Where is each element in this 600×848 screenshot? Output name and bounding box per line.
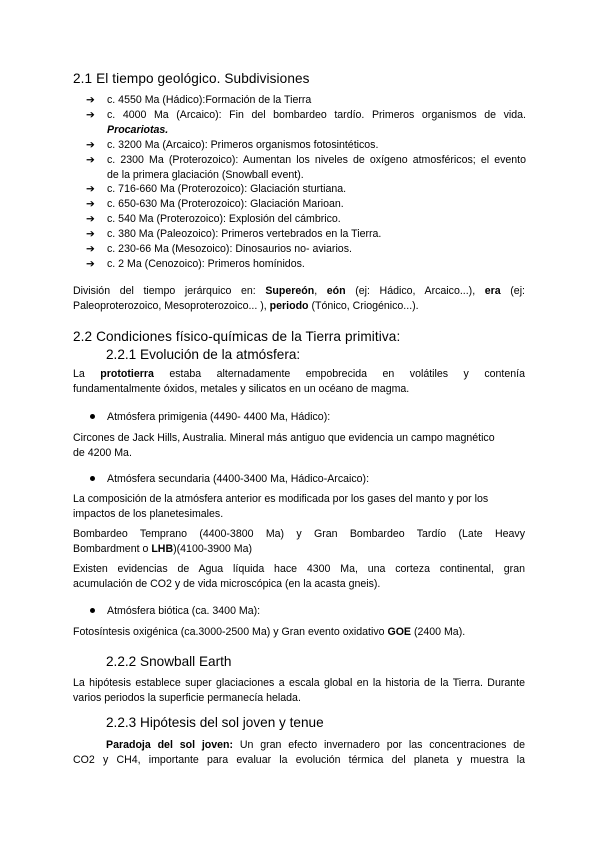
composition-line1: La composición de la atmósfera anterior es modificada por los gases del manto y por los: [73, 493, 489, 505]
zircon-line1: Circones de Jack Hills, Australia. Mineral más antiguo que evidencia un campo magnético: [73, 432, 495, 444]
list-item: ➔ c. 4550 Ma (Hádico):Formación de la Tierra: [86, 94, 312, 106]
faint-sun-line2: CO2 y CH4, importante para evaluar la evolución térmica del planeta y muestra la: [73, 754, 525, 766]
arrow-icon: ➔: [86, 138, 95, 151]
arrow-icon: ➔: [86, 257, 95, 270]
division-paragraph-line2: Paleoproterozoico, Mesoproterozoico... ), periodo (Tónico, Criogénico...).: [73, 300, 419, 312]
timeline-list: [86, 93, 526, 272]
arrow-icon: ➔: [86, 198, 95, 211]
list-item: ➔ c. 4000 Ma (Arcaico): Fin del bombardeo tardío. Primeros organismos de vida.: [86, 108, 526, 121]
arrow-icon: ➔: [86, 153, 95, 166]
arrow-icon: ➔: [86, 94, 95, 106]
bullet-icon: [90, 476, 95, 481]
bullet-item: Atmósfera primigenia (4490- 4400 Ma, Hádico):: [90, 410, 330, 425]
bullet-icon: [90, 608, 95, 613]
list-item: ➔ c. 716-660 Ma (Proterozoico): Glaciación sturtiana.: [86, 183, 347, 196]
snowball-line1: La hipótesis establece super glaciaciones a escala global en la historia de la Tierra. Durante: [73, 677, 525, 689]
subsection-heading-2-2-1: 2.2.1 Evolución de la atmósfera:: [106, 347, 301, 362]
section-heading-2-2: 2.2 Condiciones físico-químicas de la Tierra primitiva:: [73, 329, 401, 344]
list-item: ➔ c. 230-66 Ma (Mesozoico): Dinosaurios no- aviarios.: [86, 243, 352, 256]
prototierra-line1: La prototierra estaba alternadamente empobrecida en volátiles y contenía: [73, 368, 525, 380]
list-item: ➔ c. 2300 Ma (Proterozoico): Aumentan los niveles de oxígeno atmosféricos; el evento: [86, 153, 526, 166]
bullet-icon: [90, 414, 95, 419]
arrow-icon: ➔: [86, 108, 95, 121]
arrow-icon: ➔: [86, 213, 95, 226]
faint-sun-line1: Paradoja del sol joven: Un gran efecto invernadero por las concentraciones de: [106, 739, 525, 751]
list-item: ➔ c. 2 Ma (Cenozoico): Primeros homínidos.: [86, 257, 305, 270]
list-item-continuation: de la primera glaciación (Snowball event).: [107, 168, 304, 181]
arrow-icon: ➔: [86, 228, 95, 241]
snowball-line2: varios periodos la superficie permanecía helada.: [73, 692, 301, 704]
bullet-item: Atmósfera biótica (ca. 3400 Ma):: [90, 604, 260, 619]
water-line2: acumulación de CO2 y de vida microscópica (en la acasta gneis).: [73, 578, 381, 590]
bombardment-line2: Bombardment o LHB)(4100-3900 Ma): [73, 543, 253, 555]
bullet-item: Atmósfera secundaria (4400-3400 Ma, Hádico-Arcaico):: [90, 472, 369, 487]
list-item-continuation: Procariotas.: [107, 123, 169, 136]
list-item: ➔ c. 3200 Ma (Arcaico): Primeros organismos fotosintéticos.: [86, 138, 379, 151]
composition-line2: impactos de los planetesimales.: [73, 508, 224, 520]
photosynthesis-line: Fotosíntesis oxigénica (ca.3000-2500 Ma) y Gran evento oxidativo GOE (2400 Ma).: [73, 626, 466, 638]
bombardment-line1: Bombardeo Temprano (4400-3800 Ma) y Gran Bombardeo Tardío (Late Heavy: [73, 528, 525, 540]
section-heading-2-1: 2.1 El tiempo geológico. Subdivisiones: [73, 71, 310, 86]
water-line1: Existen evidencias de Agua líquida hace 4300 Ma, una corteza continental, gran: [73, 563, 525, 575]
zircon-line2: de 4200 Ma.: [73, 447, 132, 459]
list-item: ➔ c. 540 Ma (Proterozoico): Explosión del cámbrico.: [86, 213, 341, 226]
list-item: ➔ c. 380 Ma (Paleozoico): Primeros vertebrados en la Tierra.: [86, 228, 382, 241]
arrow-icon: ➔: [86, 183, 95, 196]
subsection-heading-2-2-3: 2.2.3 Hipótesis del sol joven y tenue: [106, 715, 324, 730]
prototierra-line2: fundamentalmente óxidos, metales y silicatos en un océano de magma.: [73, 383, 410, 395]
list-item: ➔ c. 650-630 Ma (Proterozoico): Glaciación Marioan.: [86, 198, 344, 211]
arrow-icon: ➔: [86, 243, 95, 256]
subsection-heading-2-2-2: 2.2.2 Snowball Earth: [106, 654, 232, 669]
division-paragraph-line1: División del tiempo jerárquico en: Supereón, eón (ej: Hádico, Arcaico...), era (ej:: [73, 285, 525, 297]
